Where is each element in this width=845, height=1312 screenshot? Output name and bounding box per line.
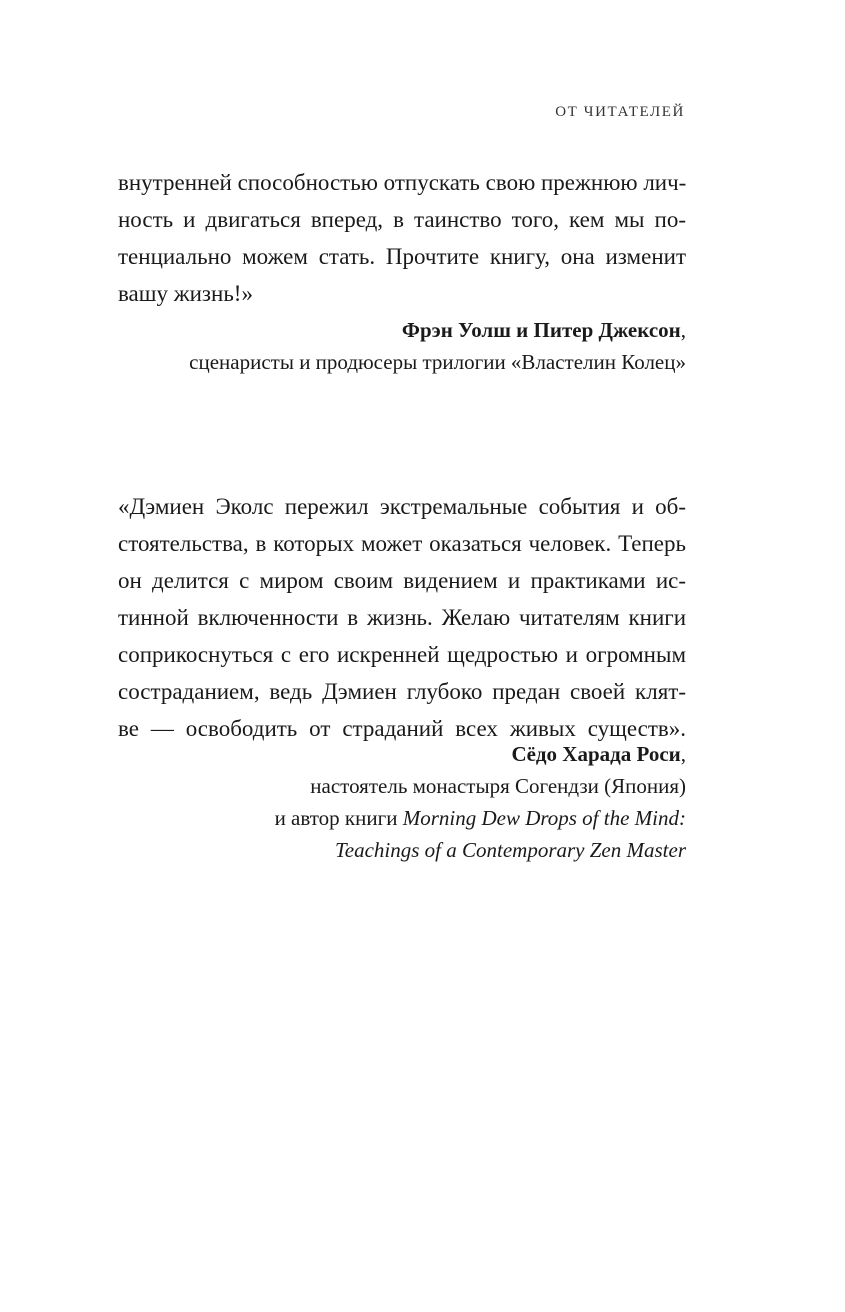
running-title: ОТ ЧИТАТЕЛЕЙ bbox=[555, 104, 685, 120]
quote-2-book-prefix: и автор книги bbox=[274, 806, 403, 830]
quote-1-name-suffix: , bbox=[680, 318, 686, 342]
quote-2-line: ве — освободить от страданий всех живых существ». bbox=[118, 716, 686, 741]
quote-1-body bbox=[118, 164, 686, 312]
quote-1-line: тенциально можем стать. Прочтите книгу, она изменит bbox=[118, 244, 686, 269]
quote-2-attribution bbox=[275, 738, 686, 866]
quote-1-line: ность и двигаться вперед, в таинство того, кем мы по- bbox=[118, 207, 686, 232]
quote-2-book-line bbox=[275, 802, 686, 834]
quote-2-line: «Дэмиен Эколс пережил экстремальные события и об- bbox=[118, 494, 686, 519]
quote-2-line: стоятельства, в которых может оказаться человек. Теперь bbox=[118, 531, 686, 556]
quote-1-author-role: сценаристы и продюсеры трилогии «Властелин Колец» bbox=[189, 350, 686, 374]
quote-2-author-name: Сёдо Харада Роси bbox=[511, 742, 681, 766]
quote-2-line: состраданием, ведь Дэмиен глубоко предан своей клят- bbox=[118, 679, 686, 704]
quote-2-author-role: настоятель монастыря Согендзи (Япония) bbox=[310, 774, 686, 798]
quote-2-name-suffix: , bbox=[680, 742, 686, 766]
quote-1-attribution bbox=[189, 314, 686, 378]
quote-1-line: вашу жизнь!» bbox=[118, 281, 253, 306]
quote-1-line: внутренней способностью отпускать свою прежнюю лич- bbox=[118, 170, 687, 195]
quote-2-line: он делится с миром своим видением и практиками ис- bbox=[118, 568, 686, 593]
quote-2-body bbox=[118, 488, 686, 747]
quote-2-line: соприкоснуться с его искренней щедростью и огромным bbox=[118, 642, 686, 667]
quote-2-book-title-part-2: Teachings of a Contemporary Zen Master bbox=[335, 838, 686, 862]
quote-1-author-name: Фрэн Уолш и Питер Джексон bbox=[401, 318, 681, 342]
quote-2-book-title-part-1: Morning Dew Drops of the Mind: bbox=[402, 806, 686, 830]
quote-2-attribution-name-line bbox=[275, 738, 686, 770]
quote-2-line: тинной включенности в жизнь. Желаю читателям книги bbox=[118, 605, 686, 630]
quote-1-attribution-name-line bbox=[189, 314, 686, 346]
